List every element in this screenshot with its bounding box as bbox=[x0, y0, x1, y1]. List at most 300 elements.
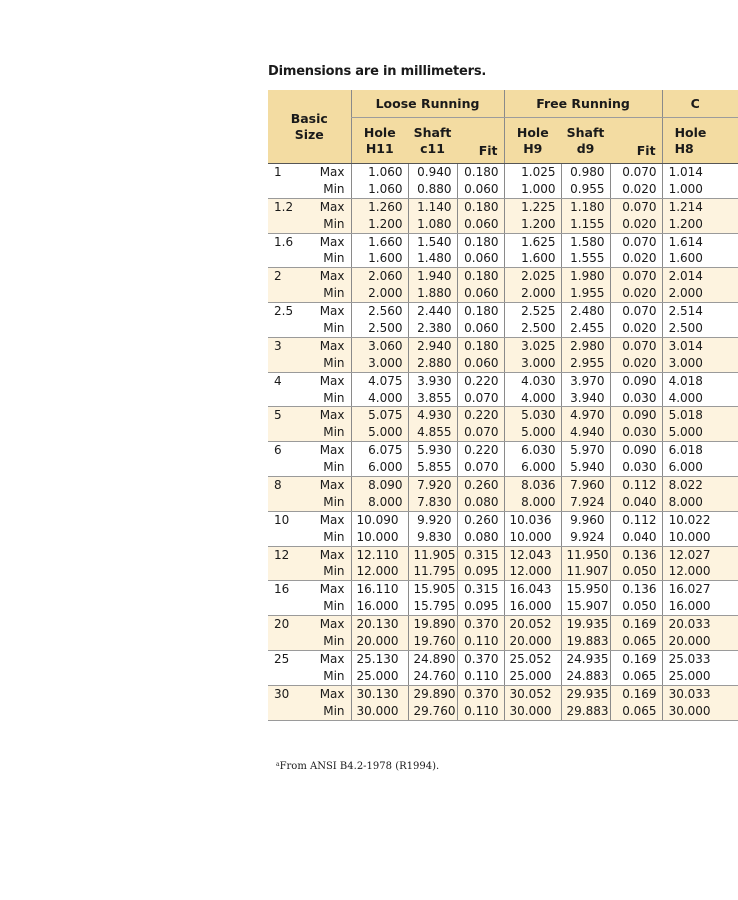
value-cell: 10.022 bbox=[662, 511, 738, 528]
value-cell: 0.050 bbox=[610, 598, 662, 615]
max-label: Max bbox=[313, 407, 351, 424]
min-label: Min bbox=[313, 285, 351, 302]
value-cell: 1.140 bbox=[408, 198, 457, 215]
value-cell: 0.070 bbox=[610, 303, 662, 320]
value-cell: 0.980 bbox=[561, 164, 610, 181]
basic-size-cell: 1 bbox=[274, 164, 282, 179]
value-cell: 25.130 bbox=[351, 650, 408, 667]
max-label: Max bbox=[319, 443, 345, 458]
table-row bbox=[268, 233, 738, 250]
value-cell: 24.883 bbox=[561, 668, 610, 685]
value-cell: 0.169 bbox=[610, 616, 662, 633]
value-cell: 1.155 bbox=[561, 216, 610, 233]
value-cell: 2.514 bbox=[662, 303, 738, 320]
basic-size-cell: 6 bbox=[274, 443, 282, 458]
value-cell: 0.095 bbox=[457, 598, 504, 615]
min-label: Min bbox=[313, 633, 351, 650]
value-cell: 0.030 bbox=[610, 424, 662, 441]
value-cell: 20.052 bbox=[504, 616, 561, 633]
column-header-hole-h8 bbox=[662, 118, 738, 164]
value-cell: 0.070 bbox=[610, 233, 662, 250]
third-group-header: C bbox=[662, 90, 738, 118]
max-label: Max bbox=[313, 198, 351, 215]
table-row bbox=[268, 616, 738, 633]
value-cell: 20.000 bbox=[504, 633, 561, 650]
value-cell: 0.060 bbox=[457, 181, 504, 198]
footnote-text: From ANSI B4.2-1978 (R1994). bbox=[279, 761, 440, 772]
max-label: Max bbox=[313, 616, 351, 633]
value-cell: 0.180 bbox=[457, 268, 504, 285]
basic-size-label-line: Basic bbox=[290, 110, 328, 126]
min-label: Min bbox=[313, 529, 351, 546]
value-cell: 11.950 bbox=[561, 546, 610, 563]
basic-size-cell bbox=[268, 216, 313, 233]
value-cell: 3.970 bbox=[561, 372, 610, 389]
table-row bbox=[268, 685, 738, 702]
value-cell: 2.060 bbox=[351, 268, 408, 285]
table-row bbox=[268, 198, 738, 215]
column-header-line2: H9 bbox=[523, 140, 543, 156]
value-cell: 24.760 bbox=[408, 668, 457, 685]
max-label: Max bbox=[319, 373, 345, 388]
value-cell: 4.855 bbox=[408, 424, 457, 441]
value-cell: 0.180 bbox=[457, 164, 504, 181]
value-cell: 0.090 bbox=[610, 372, 662, 389]
column-header-line1: Shaft bbox=[566, 124, 605, 140]
value-cell: 0.020 bbox=[610, 355, 662, 372]
value-cell: 10.000 bbox=[662, 529, 738, 546]
value-cell: 16.000 bbox=[351, 598, 408, 615]
min-label: Min bbox=[313, 250, 351, 267]
min-label: Min bbox=[313, 216, 351, 233]
basic-size-cell: 1.6 bbox=[274, 234, 294, 249]
table-row bbox=[268, 477, 738, 494]
basic-size-cell bbox=[268, 494, 313, 511]
table-row bbox=[268, 303, 738, 320]
value-cell: 19.760 bbox=[408, 633, 457, 650]
value-cell: 2.440 bbox=[408, 303, 457, 320]
max-label: Max bbox=[319, 651, 345, 666]
value-cell: 29.935 bbox=[561, 685, 610, 702]
value-cell: 1.600 bbox=[504, 250, 561, 267]
value-cell: 1.625 bbox=[504, 233, 561, 250]
min-label: Min bbox=[313, 320, 351, 337]
value-cell: 25.000 bbox=[662, 668, 738, 685]
value-cell: 30.033 bbox=[662, 685, 738, 702]
value-cell: 5.940 bbox=[561, 459, 610, 476]
value-cell: 0.090 bbox=[610, 407, 662, 424]
value-cell: 2.000 bbox=[351, 285, 408, 302]
value-cell: 2.955 bbox=[561, 355, 610, 372]
max-label: Max bbox=[313, 477, 351, 494]
value-cell: 9.920 bbox=[408, 511, 457, 528]
basic-size-cell: 10 bbox=[274, 512, 290, 527]
value-cell: 24.890 bbox=[408, 650, 457, 667]
value-cell: 1.955 bbox=[561, 285, 610, 302]
value-cell: 4.000 bbox=[351, 390, 408, 407]
value-cell: 1.180 bbox=[561, 198, 610, 215]
value-cell: 10.000 bbox=[351, 529, 408, 546]
value-cell: 7.830 bbox=[408, 494, 457, 511]
value-cell: 9.924 bbox=[561, 529, 610, 546]
value-cell: 6.075 bbox=[351, 442, 408, 459]
value-cell: 0.315 bbox=[457, 546, 504, 563]
table-row bbox=[268, 529, 738, 546]
value-cell: 10.036 bbox=[504, 511, 561, 528]
value-cell: 3.014 bbox=[662, 337, 738, 354]
max-label: Max bbox=[319, 582, 345, 597]
value-cell: 15.950 bbox=[561, 581, 610, 598]
value-cell: 2.480 bbox=[561, 303, 610, 320]
value-cell: 20.033 bbox=[662, 616, 738, 633]
value-cell: 0.370 bbox=[457, 616, 504, 633]
value-cell: 0.070 bbox=[457, 424, 504, 441]
value-cell: 0.955 bbox=[561, 181, 610, 198]
basic-size-cell bbox=[268, 459, 313, 476]
basic-size-cell: 30 bbox=[268, 685, 313, 702]
value-cell: 1.200 bbox=[662, 216, 738, 233]
value-cell: 0.112 bbox=[610, 511, 662, 528]
value-cell: 0.070 bbox=[610, 337, 662, 354]
loose-running-header: Loose Running bbox=[351, 90, 504, 118]
value-cell: 6.000 bbox=[662, 459, 738, 476]
max-label: Max bbox=[319, 304, 345, 319]
value-cell: 0.065 bbox=[610, 703, 662, 720]
column-header-line1: Fit bbox=[636, 143, 656, 158]
value-cell: 0.095 bbox=[457, 563, 504, 580]
value-cell: 2.940 bbox=[408, 337, 457, 354]
value-cell: 0.180 bbox=[457, 337, 504, 354]
basic-size-cell bbox=[268, 250, 313, 267]
value-cell: 0.065 bbox=[610, 668, 662, 685]
table-row bbox=[268, 268, 738, 285]
value-cell: 12.000 bbox=[662, 563, 738, 580]
min-label: Min bbox=[313, 181, 351, 198]
column-header-shaft-d9 bbox=[561, 118, 610, 164]
value-cell: 11.905 bbox=[408, 546, 457, 563]
basic-size-cell: 16 bbox=[274, 582, 290, 597]
table-row bbox=[268, 390, 738, 407]
value-cell: 16.110 bbox=[351, 581, 408, 598]
value-cell: 1.580 bbox=[561, 233, 610, 250]
value-cell: 8.036 bbox=[504, 477, 561, 494]
basic-size-cell: 2 bbox=[268, 268, 313, 285]
table-caption: Dimensions are in millimeters. bbox=[268, 64, 487, 79]
value-cell: 0.070 bbox=[457, 390, 504, 407]
value-cell: 0.080 bbox=[457, 529, 504, 546]
value-cell: 2.560 bbox=[351, 303, 408, 320]
value-cell: 8.000 bbox=[504, 494, 561, 511]
column-header-shaft-c11 bbox=[408, 118, 457, 164]
value-cell: 16.000 bbox=[504, 598, 561, 615]
min-label: Min bbox=[313, 668, 351, 685]
value-cell: 2.025 bbox=[504, 268, 561, 285]
value-cell: 5.855 bbox=[408, 459, 457, 476]
value-cell: 4.075 bbox=[351, 372, 408, 389]
free-running-header: Free Running bbox=[504, 90, 662, 118]
value-cell: 9.830 bbox=[408, 529, 457, 546]
column-header-hole-h11 bbox=[351, 118, 408, 164]
value-cell: 0.260 bbox=[457, 511, 504, 528]
value-cell: 6.018 bbox=[662, 442, 738, 459]
value-cell: 0.370 bbox=[457, 650, 504, 667]
value-cell: 12.000 bbox=[504, 563, 561, 580]
min-label: Min bbox=[313, 355, 351, 372]
value-cell: 0.040 bbox=[610, 494, 662, 511]
value-cell: 4.018 bbox=[662, 372, 738, 389]
column-header-hole-h9 bbox=[504, 118, 561, 164]
value-cell: 0.070 bbox=[610, 268, 662, 285]
value-cell: 0.090 bbox=[610, 442, 662, 459]
value-cell: 20.000 bbox=[351, 633, 408, 650]
value-cell: 16.043 bbox=[504, 581, 561, 598]
value-cell: 4.000 bbox=[662, 390, 738, 407]
value-cell: 1.880 bbox=[408, 285, 457, 302]
max-label: Max bbox=[313, 546, 351, 563]
value-cell: 10.090 bbox=[351, 511, 408, 528]
value-cell: 20.000 bbox=[662, 633, 738, 650]
value-cell: 12.043 bbox=[504, 546, 561, 563]
table-row bbox=[268, 633, 738, 650]
basic-size-header bbox=[268, 90, 351, 164]
value-cell: 3.855 bbox=[408, 390, 457, 407]
basic-size-cell bbox=[268, 424, 313, 441]
value-cell: 25.052 bbox=[504, 650, 561, 667]
value-cell: 0.060 bbox=[457, 216, 504, 233]
value-cell: 6.030 bbox=[504, 442, 561, 459]
value-cell: 4.940 bbox=[561, 424, 610, 441]
value-cell: 0.169 bbox=[610, 685, 662, 702]
value-cell: 3.940 bbox=[561, 390, 610, 407]
value-cell: 5.030 bbox=[504, 407, 561, 424]
value-cell: 11.907 bbox=[561, 563, 610, 580]
value-cell: 0.070 bbox=[457, 459, 504, 476]
table-row bbox=[268, 511, 738, 528]
value-cell: 1.225 bbox=[504, 198, 561, 215]
column-header-line2: c11 bbox=[420, 140, 445, 156]
value-cell: 0.070 bbox=[610, 198, 662, 215]
value-cell: 1.555 bbox=[561, 250, 610, 267]
value-cell: 8.000 bbox=[351, 494, 408, 511]
value-cell: 0.940 bbox=[408, 164, 457, 181]
max-label: Max bbox=[319, 164, 345, 179]
value-cell: 6.000 bbox=[504, 459, 561, 476]
value-cell: 10.000 bbox=[504, 529, 561, 546]
basic-size-cell bbox=[268, 285, 313, 302]
min-label: Min bbox=[313, 459, 351, 476]
value-cell: 0.880 bbox=[408, 181, 457, 198]
max-label: Max bbox=[313, 268, 351, 285]
table-row bbox=[268, 546, 738, 563]
basic-size-cell: 8 bbox=[268, 477, 313, 494]
table-row bbox=[268, 703, 738, 720]
value-cell: 3.025 bbox=[504, 337, 561, 354]
value-cell: 5.018 bbox=[662, 407, 738, 424]
table-row bbox=[268, 164, 738, 181]
basic-size-cell: 3 bbox=[268, 337, 313, 354]
value-cell: 25.000 bbox=[351, 668, 408, 685]
min-label: Min bbox=[313, 563, 351, 580]
value-cell: 3.000 bbox=[351, 355, 408, 372]
value-cell: 5.930 bbox=[408, 442, 457, 459]
table-row bbox=[268, 320, 738, 337]
value-cell: 9.960 bbox=[561, 511, 610, 528]
basic-size-cell bbox=[268, 668, 313, 685]
value-cell: 1.025 bbox=[504, 164, 561, 181]
value-cell: 1.060 bbox=[351, 164, 408, 181]
value-cell: 1.600 bbox=[351, 250, 408, 267]
value-cell: 0.020 bbox=[610, 250, 662, 267]
value-cell: 25.000 bbox=[504, 668, 561, 685]
table-row bbox=[268, 216, 738, 233]
value-cell: 2.500 bbox=[351, 320, 408, 337]
max-label: Max bbox=[319, 234, 345, 249]
value-cell: 7.960 bbox=[561, 477, 610, 494]
value-cell: 29.883 bbox=[561, 703, 610, 720]
value-cell: 5.000 bbox=[504, 424, 561, 441]
min-label: Min bbox=[313, 424, 351, 441]
value-cell: 7.924 bbox=[561, 494, 610, 511]
max-label: Max bbox=[313, 685, 351, 702]
column-header-fit-2 bbox=[457, 118, 504, 164]
value-cell: 0.020 bbox=[610, 216, 662, 233]
value-cell: 0.169 bbox=[610, 650, 662, 667]
min-label: Min bbox=[313, 494, 351, 511]
value-cell: 1.480 bbox=[408, 250, 457, 267]
value-cell: 24.935 bbox=[561, 650, 610, 667]
value-cell: 20.130 bbox=[351, 616, 408, 633]
value-cell: 0.136 bbox=[610, 581, 662, 598]
value-cell: 2.980 bbox=[561, 337, 610, 354]
table-row bbox=[268, 598, 738, 615]
value-cell: 2.880 bbox=[408, 355, 457, 372]
table-body bbox=[268, 164, 738, 721]
value-cell: 0.220 bbox=[457, 407, 504, 424]
basic-size-cell bbox=[268, 598, 313, 615]
footnote-mark: a bbox=[276, 761, 280, 768]
min-label: Min bbox=[313, 703, 351, 720]
basic-size-cell bbox=[268, 633, 313, 650]
basic-size-cell: 25 bbox=[274, 651, 290, 666]
value-cell: 30.052 bbox=[504, 685, 561, 702]
max-label: Max bbox=[319, 512, 345, 527]
value-cell: 0.065 bbox=[610, 633, 662, 650]
value-cell: 0.040 bbox=[610, 529, 662, 546]
basic-size-cell: 1.2 bbox=[268, 198, 313, 215]
value-cell: 2.000 bbox=[504, 285, 561, 302]
table-row bbox=[268, 285, 738, 302]
column-header-line2: d9 bbox=[576, 140, 595, 156]
value-cell: 30.000 bbox=[504, 703, 561, 720]
value-cell: 1.000 bbox=[504, 181, 561, 198]
value-cell: 1.980 bbox=[561, 268, 610, 285]
table-row bbox=[268, 650, 738, 667]
value-cell: 0.020 bbox=[610, 320, 662, 337]
value-cell: 30.000 bbox=[662, 703, 738, 720]
basic-size-cell bbox=[268, 320, 313, 337]
value-cell: 0.180 bbox=[457, 303, 504, 320]
value-cell: 0.030 bbox=[610, 390, 662, 407]
value-cell: 0.060 bbox=[457, 355, 504, 372]
value-cell: 2.500 bbox=[504, 320, 561, 337]
column-header-line1: Fit bbox=[478, 143, 498, 158]
value-cell: 0.110 bbox=[457, 668, 504, 685]
value-cell: 7.920 bbox=[408, 477, 457, 494]
value-cell: 19.890 bbox=[408, 616, 457, 633]
value-cell: 2.525 bbox=[504, 303, 561, 320]
value-cell: 12.000 bbox=[351, 563, 408, 580]
min-label: Min bbox=[313, 598, 351, 615]
value-cell: 12.027 bbox=[662, 546, 738, 563]
value-cell: 16.000 bbox=[662, 598, 738, 615]
value-cell: 1.060 bbox=[351, 181, 408, 198]
value-cell: 0.020 bbox=[610, 181, 662, 198]
value-cell: 0.112 bbox=[610, 477, 662, 494]
value-cell: 3.060 bbox=[351, 337, 408, 354]
min-label: Min bbox=[313, 390, 351, 407]
value-cell: 2.000 bbox=[662, 285, 738, 302]
value-cell: 0.260 bbox=[457, 477, 504, 494]
value-cell: 3.000 bbox=[662, 355, 738, 372]
value-cell: 19.883 bbox=[561, 633, 610, 650]
value-cell: 0.220 bbox=[457, 442, 504, 459]
column-header-line1: Hole bbox=[363, 124, 396, 140]
column-header-fit-5 bbox=[610, 118, 662, 164]
value-cell: 30.130 bbox=[351, 685, 408, 702]
table-row bbox=[268, 337, 738, 354]
value-cell: 15.795 bbox=[408, 598, 457, 615]
footnote bbox=[276, 761, 439, 772]
value-cell: 1.614 bbox=[662, 233, 738, 250]
value-cell: 0.315 bbox=[457, 581, 504, 598]
value-cell: 0.180 bbox=[457, 233, 504, 250]
value-cell: 1.214 bbox=[662, 198, 738, 215]
value-cell: 6.000 bbox=[351, 459, 408, 476]
basic-size-cell bbox=[268, 703, 313, 720]
basic-size-cell bbox=[268, 563, 313, 580]
basic-size-cell: 5 bbox=[268, 407, 313, 424]
basic-size-cell bbox=[268, 529, 313, 546]
table-row bbox=[268, 442, 738, 459]
value-cell: 19.935 bbox=[561, 616, 610, 633]
table-row bbox=[268, 250, 738, 267]
value-cell: 3.930 bbox=[408, 372, 457, 389]
table-row bbox=[268, 372, 738, 389]
fits-table-container bbox=[268, 90, 711, 754]
value-cell: 2.455 bbox=[561, 320, 610, 337]
basic-size-cell: 2.5 bbox=[274, 304, 294, 319]
value-cell: 15.905 bbox=[408, 581, 457, 598]
value-cell: 4.000 bbox=[504, 390, 561, 407]
basic-size-cell: 4 bbox=[274, 373, 282, 388]
basic-size-label-line: Size bbox=[294, 126, 324, 142]
value-cell: 5.970 bbox=[561, 442, 610, 459]
value-cell: 1.014 bbox=[662, 164, 738, 181]
value-cell: 1.260 bbox=[351, 198, 408, 215]
value-cell: 0.060 bbox=[457, 285, 504, 302]
value-cell: 0.136 bbox=[610, 546, 662, 563]
value-cell: 29.890 bbox=[408, 685, 457, 702]
basic-size-label bbox=[291, 111, 328, 142]
fits-table bbox=[268, 90, 738, 721]
value-cell: 2.014 bbox=[662, 268, 738, 285]
value-cell: 4.970 bbox=[561, 407, 610, 424]
value-cell: 1.940 bbox=[408, 268, 457, 285]
value-cell: 1.600 bbox=[662, 250, 738, 267]
value-cell: 0.220 bbox=[457, 372, 504, 389]
value-cell: 1.660 bbox=[351, 233, 408, 250]
table-row bbox=[268, 494, 738, 511]
